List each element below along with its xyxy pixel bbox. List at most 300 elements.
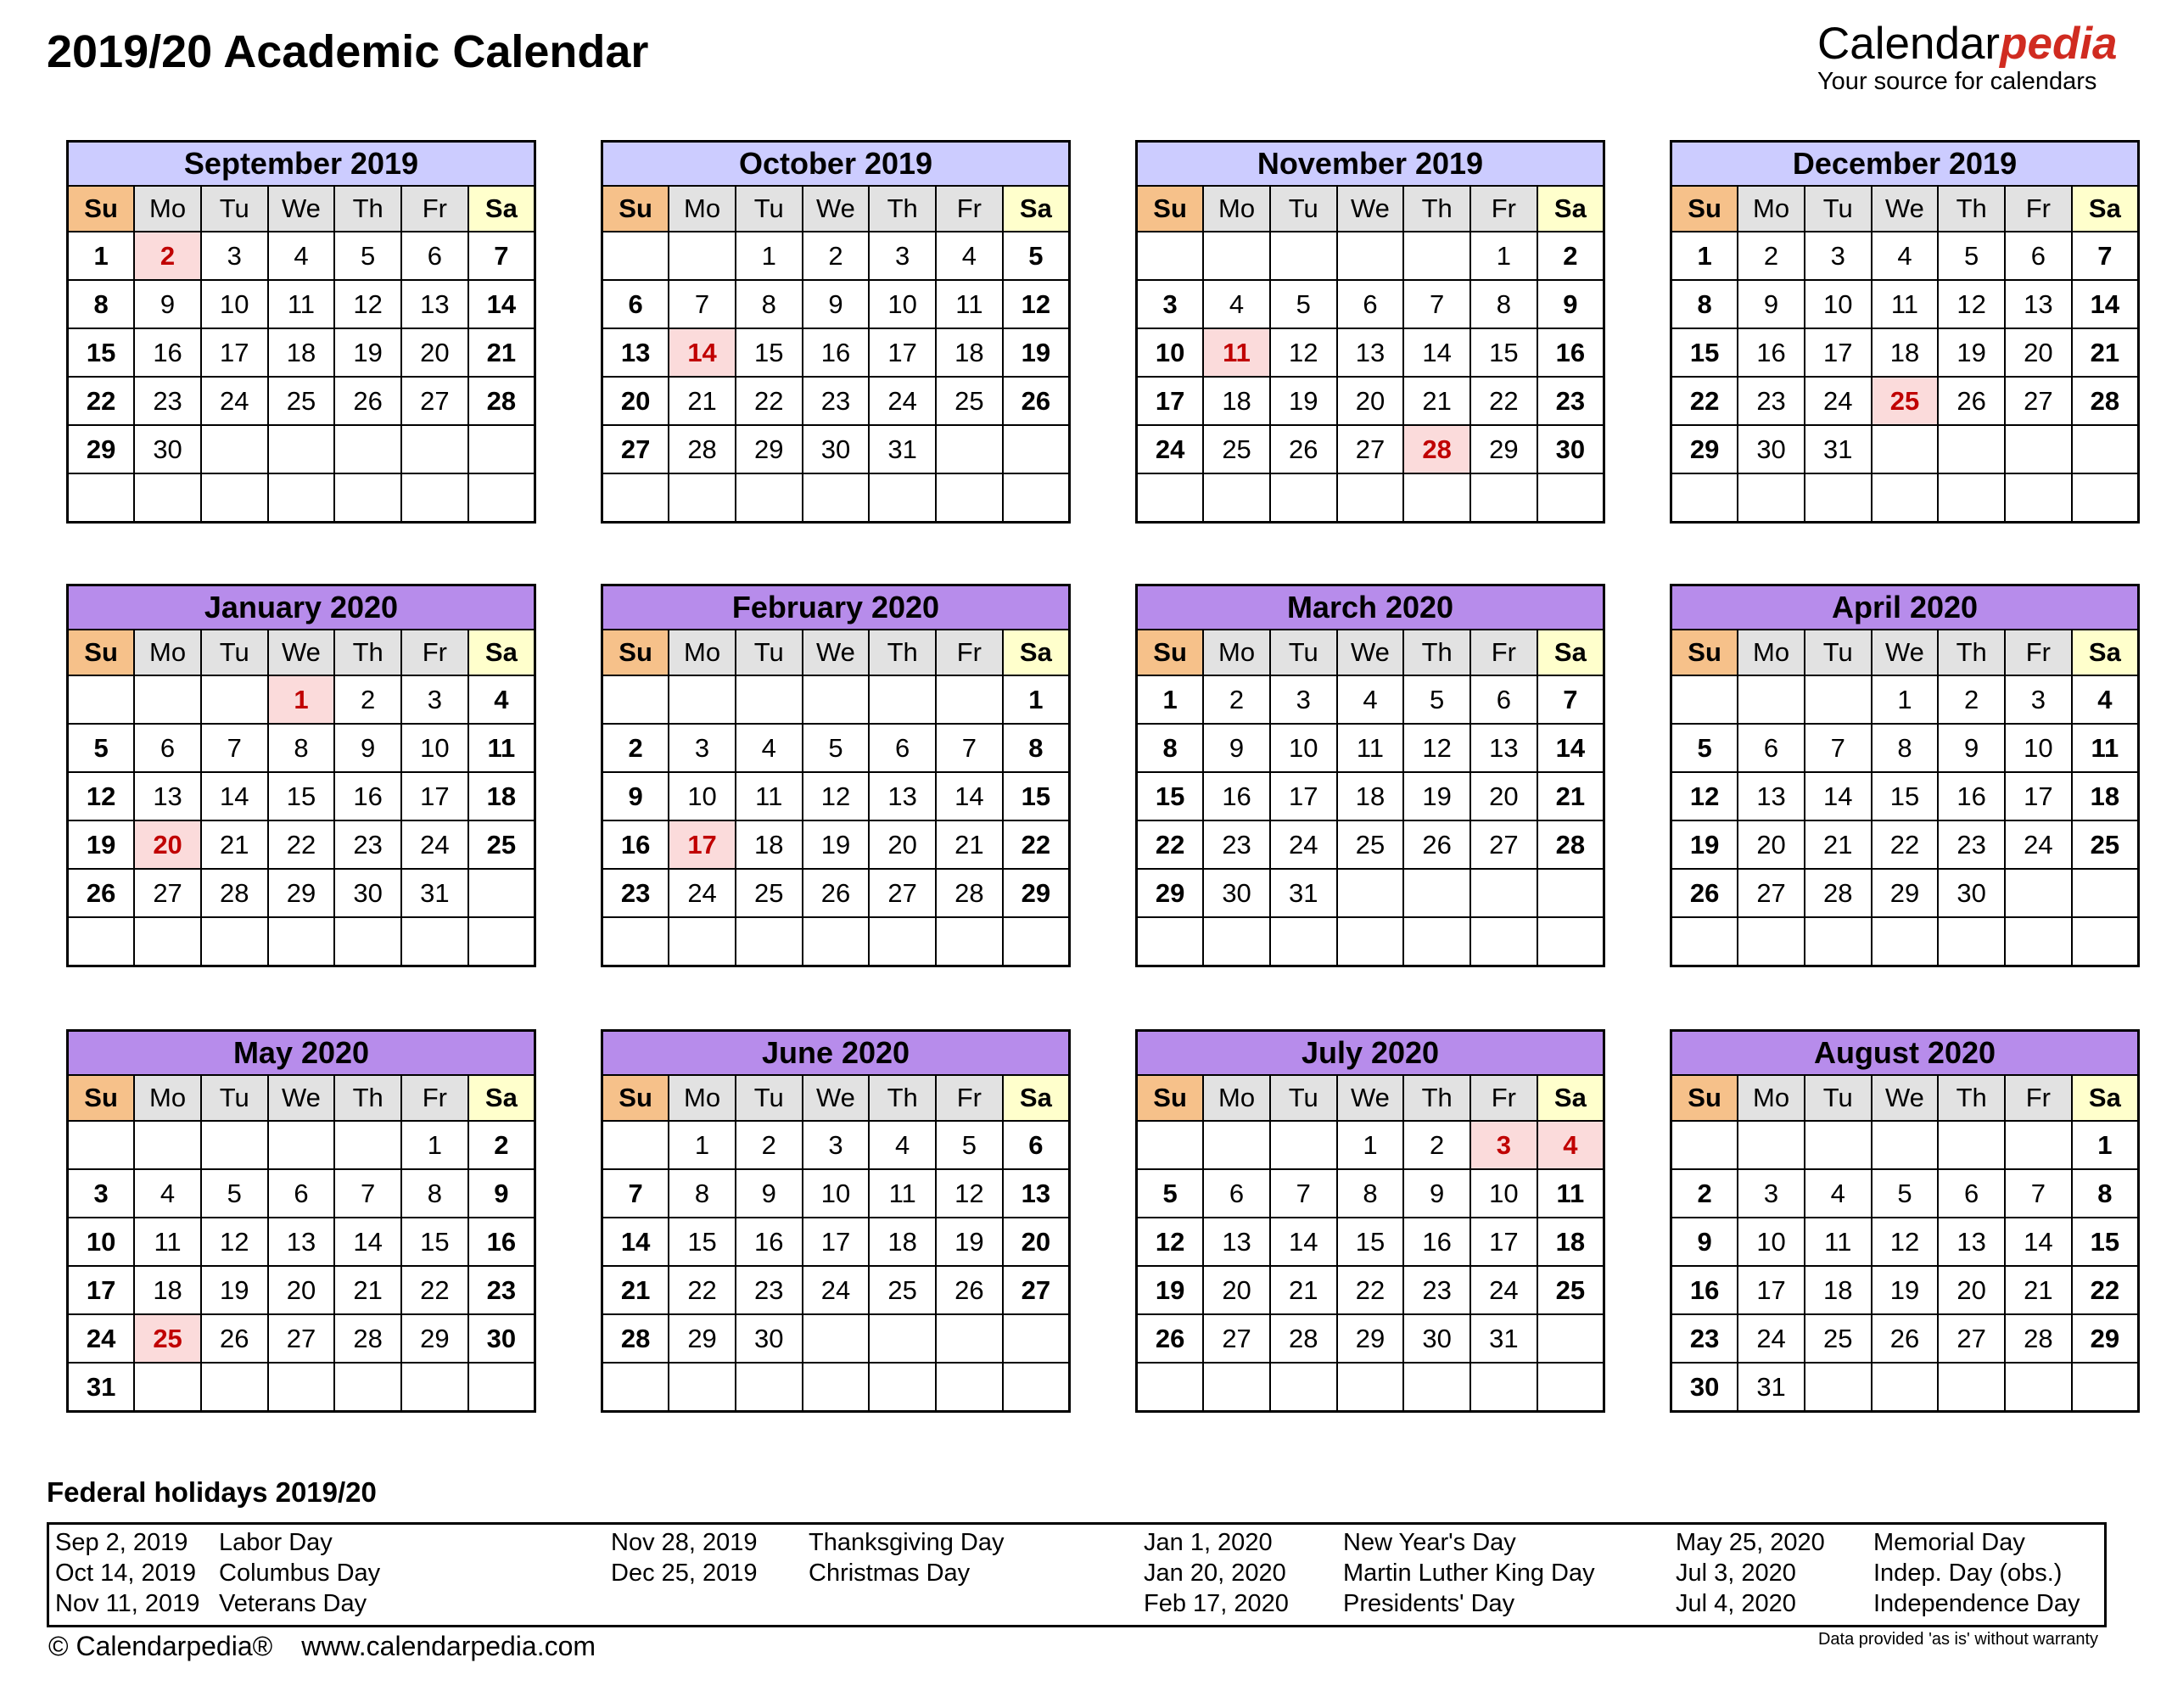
week-row xyxy=(68,425,535,473)
date-cell xyxy=(1137,1121,1204,1169)
date-cell: 2 xyxy=(1203,675,1270,724)
date-cell: 19 xyxy=(1938,328,2005,377)
date-cell xyxy=(1805,675,1872,724)
date-cell: 2 xyxy=(468,1121,535,1169)
date-cell xyxy=(869,675,936,724)
day-header-su: Su xyxy=(68,186,135,232)
date-cell: 13 xyxy=(869,772,936,820)
date-cell: 20 xyxy=(1337,377,1404,425)
date-cell xyxy=(1270,473,1337,523)
date-cell: 8 xyxy=(2072,1169,2139,1218)
date-cell: 31 xyxy=(869,425,936,473)
date-cell: 4 xyxy=(268,232,335,280)
week-row xyxy=(602,425,1070,473)
date-cell xyxy=(134,1121,201,1169)
holiday-date-cell: 25 xyxy=(1872,377,1939,425)
date-cell: 26 xyxy=(1671,869,1738,917)
date-cell: 13 xyxy=(1938,1218,2005,1266)
date-cell xyxy=(2072,473,2139,523)
date-cell: 19 xyxy=(936,1218,1003,1266)
date-cell: 4 xyxy=(2072,675,2139,724)
date-cell xyxy=(1003,473,1070,523)
date-cell: 11 xyxy=(134,1218,201,1266)
date-cell xyxy=(1738,675,1805,724)
date-cell: 24 xyxy=(803,1266,870,1314)
date-cell: 20 xyxy=(2005,328,2072,377)
week-row xyxy=(68,232,535,280)
date-cell: 27 xyxy=(268,1314,335,1363)
date-cell xyxy=(803,473,870,523)
date-cell: 26 xyxy=(1872,1314,1939,1363)
holiday-name: Columbus Day xyxy=(219,1560,381,1587)
day-header-we: We xyxy=(268,1075,335,1121)
date-cell: 24 xyxy=(68,1314,135,1363)
day-header-su: Su xyxy=(602,186,669,232)
holiday-row xyxy=(611,1529,1005,1560)
date-cell: 14 xyxy=(936,772,1003,820)
date-cell: 5 xyxy=(201,1169,268,1218)
date-cell: 23 xyxy=(1671,1314,1738,1363)
date-cell: 1 xyxy=(736,232,803,280)
week-row xyxy=(602,1121,1070,1169)
day-header-th: Th xyxy=(334,186,401,232)
date-cell: 1 xyxy=(1003,675,1070,724)
day-header-su: Su xyxy=(68,1075,135,1121)
date-cell: 23 xyxy=(1938,820,2005,869)
day-header-fr: Fr xyxy=(401,630,468,675)
week-row xyxy=(1137,1121,1604,1169)
day-header-mo: Mo xyxy=(134,186,201,232)
date-cell xyxy=(936,675,1003,724)
week-row xyxy=(68,1363,535,1412)
date-cell xyxy=(1805,473,1872,523)
date-cell: 21 xyxy=(1403,377,1470,425)
copyright-line xyxy=(48,1631,596,1662)
date-cell: 20 xyxy=(401,328,468,377)
date-cell: 19 xyxy=(1137,1266,1204,1314)
week-row xyxy=(602,724,1070,772)
date-cell xyxy=(869,473,936,523)
date-cell: 30 xyxy=(1203,869,1270,917)
date-cell: 22 xyxy=(736,377,803,425)
date-cell: 19 xyxy=(1270,377,1337,425)
date-cell: 8 xyxy=(1137,724,1204,772)
date-cell: 2 xyxy=(803,232,870,280)
date-cell: 21 xyxy=(936,820,1003,869)
date-cell: 6 xyxy=(268,1169,335,1218)
date-cell: 7 xyxy=(1805,724,1872,772)
date-cell xyxy=(1805,917,1872,966)
date-cell: 5 xyxy=(1872,1169,1939,1218)
date-cell: 6 xyxy=(401,232,468,280)
day-header-fr: Fr xyxy=(936,1075,1003,1121)
week-row xyxy=(602,1169,1070,1218)
date-cell xyxy=(1537,869,1604,917)
date-cell xyxy=(1671,675,1738,724)
date-cell xyxy=(803,675,870,724)
month-header-april-2020: April 2020 xyxy=(1671,585,2139,630)
date-cell: 15 xyxy=(268,772,335,820)
date-cell: 13 xyxy=(1470,724,1537,772)
day-header-we: We xyxy=(1872,1075,1939,1121)
date-cell xyxy=(68,675,135,724)
date-cell: 7 xyxy=(201,724,268,772)
date-cell xyxy=(1203,1363,1270,1412)
date-cell: 22 xyxy=(2072,1266,2139,1314)
date-cell: 6 xyxy=(602,280,669,328)
date-cell: 23 xyxy=(602,869,669,917)
date-cell: 23 xyxy=(1403,1266,1470,1314)
week-row xyxy=(68,1266,535,1314)
date-cell: 8 xyxy=(1003,724,1070,772)
month-header-october-2019: October 2019 xyxy=(602,142,1070,187)
date-cell: 12 xyxy=(201,1218,268,1266)
date-cell: 18 xyxy=(1872,328,1939,377)
week-row xyxy=(68,280,535,328)
day-header-fr: Fr xyxy=(936,630,1003,675)
date-cell: 23 xyxy=(1738,377,1805,425)
holiday-name: New Year's Day xyxy=(1343,1529,1516,1556)
month-header-august-2020: August 2020 xyxy=(1671,1031,2139,1076)
date-cell xyxy=(602,1121,669,1169)
month-header-january-2020: January 2020 xyxy=(68,585,535,630)
date-cell: 7 xyxy=(2005,1169,2072,1218)
date-cell: 11 xyxy=(1337,724,1404,772)
day-header-th: Th xyxy=(1403,1075,1470,1121)
date-cell: 11 xyxy=(268,280,335,328)
date-cell: 16 xyxy=(1203,772,1270,820)
date-cell xyxy=(68,473,135,523)
date-cell: 10 xyxy=(1738,1218,1805,1266)
date-cell xyxy=(2005,869,2072,917)
week-row xyxy=(1671,1218,2139,1266)
date-cell: 2 xyxy=(736,1121,803,1169)
date-cell xyxy=(869,917,936,966)
date-cell xyxy=(1671,917,1738,966)
holiday-date-cell: 20 xyxy=(134,820,201,869)
day-header-fr: Fr xyxy=(1470,186,1537,232)
holiday-name: Memorial Day xyxy=(1873,1529,2025,1556)
date-cell: 19 xyxy=(201,1266,268,1314)
date-cell xyxy=(1003,917,1070,966)
holiday-date-cell: 11 xyxy=(1203,328,1270,377)
date-cell: 1 xyxy=(669,1121,736,1169)
holiday-date: Oct 14, 2019 xyxy=(55,1560,197,1587)
week-row xyxy=(1137,473,1604,523)
date-cell: 28 xyxy=(936,869,1003,917)
date-cell xyxy=(1003,1363,1070,1412)
date-cell xyxy=(669,675,736,724)
day-header-sa: Sa xyxy=(468,630,535,675)
date-cell xyxy=(669,1363,736,1412)
holiday-date: Jul 3, 2020 xyxy=(1676,1560,1796,1587)
date-cell: 28 xyxy=(602,1314,669,1363)
day-header-tu: Tu xyxy=(201,1075,268,1121)
date-cell xyxy=(1337,473,1404,523)
date-cell: 29 xyxy=(1003,869,1070,917)
date-cell xyxy=(1203,232,1270,280)
date-cell: 13 xyxy=(1738,772,1805,820)
date-cell: 4 xyxy=(1872,232,1939,280)
date-cell: 9 xyxy=(134,280,201,328)
date-cell: 15 xyxy=(1137,772,1204,820)
date-cell: 17 xyxy=(869,328,936,377)
day-header-su: Su xyxy=(68,630,135,675)
month-calendar-july-2020 xyxy=(1135,1029,1605,1413)
date-cell: 10 xyxy=(68,1218,135,1266)
date-cell: 20 xyxy=(1203,1266,1270,1314)
date-cell: 28 xyxy=(1537,820,1604,869)
date-cell: 4 xyxy=(869,1121,936,1169)
date-cell: 19 xyxy=(1872,1266,1939,1314)
date-cell xyxy=(1470,473,1537,523)
month-header-february-2020: February 2020 xyxy=(602,585,1070,630)
date-cell xyxy=(201,473,268,523)
date-cell: 6 xyxy=(869,724,936,772)
date-cell: 23 xyxy=(1203,820,1270,869)
date-cell: 27 xyxy=(1938,1314,2005,1363)
date-cell: 3 xyxy=(2005,675,2072,724)
date-cell: 7 xyxy=(1270,1169,1337,1218)
date-cell: 28 xyxy=(201,869,268,917)
date-cell: 24 xyxy=(1738,1314,1805,1363)
date-cell: 14 xyxy=(468,280,535,328)
month-calendar-february-2020 xyxy=(601,584,1071,967)
date-cell: 3 xyxy=(803,1121,870,1169)
date-cell xyxy=(1872,473,1939,523)
holiday-date: Feb 17, 2020 xyxy=(1144,1590,1289,1617)
date-cell xyxy=(936,1363,1003,1412)
day-header-we: We xyxy=(803,186,870,232)
date-cell xyxy=(68,1121,135,1169)
date-cell xyxy=(1537,1314,1604,1363)
date-cell xyxy=(334,473,401,523)
date-cell: 26 xyxy=(803,869,870,917)
day-header-tu: Tu xyxy=(1805,186,1872,232)
date-cell: 5 xyxy=(1671,724,1738,772)
date-cell: 20 xyxy=(1938,1266,2005,1314)
date-cell xyxy=(1137,473,1204,523)
month-calendar-august-2020 xyxy=(1670,1029,2140,1413)
date-cell: 4 xyxy=(1805,1169,1872,1218)
date-cell: 11 xyxy=(869,1169,936,1218)
day-header-tu: Tu xyxy=(736,186,803,232)
date-cell: 3 xyxy=(1270,675,1337,724)
week-row xyxy=(602,772,1070,820)
date-cell xyxy=(2005,1121,2072,1169)
date-cell: 22 xyxy=(268,820,335,869)
week-row xyxy=(602,377,1070,425)
day-header-mo: Mo xyxy=(134,630,201,675)
date-cell: 20 xyxy=(1738,820,1805,869)
holiday-date: Jan 20, 2020 xyxy=(1144,1560,1286,1587)
date-cell: 30 xyxy=(134,425,201,473)
date-cell: 14 xyxy=(334,1218,401,1266)
date-cell: 26 xyxy=(1403,820,1470,869)
date-cell: 18 xyxy=(1537,1218,1604,1266)
holiday-date: Nov 28, 2019 xyxy=(611,1529,758,1556)
date-cell: 24 xyxy=(1270,820,1337,869)
month-header-november-2019: November 2019 xyxy=(1137,142,1604,187)
week-row xyxy=(1137,917,1604,966)
date-cell xyxy=(401,473,468,523)
date-cell: 31 xyxy=(1805,425,1872,473)
day-header-we: We xyxy=(268,186,335,232)
holiday-name: Presidents' Day xyxy=(1343,1590,1515,1617)
date-cell: 18 xyxy=(134,1266,201,1314)
week-row xyxy=(602,232,1070,280)
month-header-march-2020: March 2020 xyxy=(1137,585,1604,630)
week-row xyxy=(68,917,535,966)
date-cell: 6 xyxy=(2005,232,2072,280)
day-header-tu: Tu xyxy=(1270,186,1337,232)
date-cell: 3 xyxy=(401,675,468,724)
date-cell xyxy=(803,917,870,966)
holiday-row xyxy=(1676,1560,2080,1590)
date-cell xyxy=(1337,869,1404,917)
date-cell: 20 xyxy=(1470,772,1537,820)
date-cell: 22 xyxy=(1872,820,1939,869)
date-cell: 15 xyxy=(68,328,135,377)
week-row xyxy=(68,772,535,820)
website-link[interactable]: www.calendarpedia.com xyxy=(301,1631,596,1661)
date-cell: 14 xyxy=(1805,772,1872,820)
date-cell: 15 xyxy=(736,328,803,377)
day-header-we: We xyxy=(1337,186,1404,232)
date-cell xyxy=(2005,1363,2072,1412)
federal-holidays-heading: Federal holidays 2019/20 xyxy=(47,1476,377,1508)
date-cell: 8 xyxy=(1671,280,1738,328)
date-cell xyxy=(468,869,535,917)
month-calendar-november-2019 xyxy=(1135,140,1605,524)
date-cell: 10 xyxy=(1137,328,1204,377)
week-row xyxy=(602,675,1070,724)
calendarpedia-logo[interactable] xyxy=(1817,20,2118,94)
date-cell xyxy=(1270,232,1337,280)
date-cell: 4 xyxy=(736,724,803,772)
day-header-we: We xyxy=(1337,630,1404,675)
week-row xyxy=(1137,869,1604,917)
holiday-name: Labor Day xyxy=(219,1529,333,1556)
date-cell: 5 xyxy=(1938,232,2005,280)
date-cell: 15 xyxy=(2072,1218,2139,1266)
date-cell: 3 xyxy=(68,1169,135,1218)
date-cell: 8 xyxy=(1470,280,1537,328)
day-header-sa: Sa xyxy=(2072,186,2139,232)
day-header-mo: Mo xyxy=(1203,630,1270,675)
week-row xyxy=(602,869,1070,917)
date-cell: 27 xyxy=(1203,1314,1270,1363)
holiday-date: Sep 2, 2019 xyxy=(55,1529,188,1556)
day-header-fr: Fr xyxy=(2005,630,2072,675)
date-cell xyxy=(2072,425,2139,473)
week-row xyxy=(1137,328,1604,377)
date-cell: 13 xyxy=(2005,280,2072,328)
date-cell xyxy=(2072,917,2139,966)
date-cell: 27 xyxy=(1470,820,1537,869)
day-header-mo: Mo xyxy=(1203,1075,1270,1121)
day-header-th: Th xyxy=(1403,630,1470,675)
date-cell: 4 xyxy=(1337,675,1404,724)
date-cell xyxy=(1537,1363,1604,1412)
week-row xyxy=(68,675,535,724)
holiday-date-cell: 2 xyxy=(134,232,201,280)
date-cell: 18 xyxy=(1805,1266,1872,1314)
date-cell: 3 xyxy=(1805,232,1872,280)
date-cell: 14 xyxy=(602,1218,669,1266)
date-cell: 1 xyxy=(1137,675,1204,724)
week-row xyxy=(68,1218,535,1266)
logo-text-red: pedia xyxy=(2000,19,2118,69)
month-calendar-december-2019 xyxy=(1670,140,2140,524)
date-cell: 10 xyxy=(669,772,736,820)
week-row xyxy=(602,1218,1070,1266)
date-cell xyxy=(334,425,401,473)
day-header-mo: Mo xyxy=(1738,630,1805,675)
month-header-december-2019: December 2019 xyxy=(1671,142,2139,187)
date-cell xyxy=(936,917,1003,966)
date-cell: 25 xyxy=(1537,1266,1604,1314)
holiday-row xyxy=(55,1529,380,1560)
date-cell: 1 xyxy=(1337,1121,1404,1169)
date-cell xyxy=(936,1314,1003,1363)
holiday-name: Indep. Day (obs.) xyxy=(1873,1560,2063,1587)
date-cell: 17 xyxy=(803,1218,870,1266)
holiday-row xyxy=(1676,1590,2080,1621)
holiday-name: Independence Day xyxy=(1873,1590,2080,1617)
date-cell: 20 xyxy=(1003,1218,1070,1266)
date-cell: 2 xyxy=(1938,675,2005,724)
day-header-mo: Mo xyxy=(1203,186,1270,232)
date-cell xyxy=(1403,917,1470,966)
day-header-su: Su xyxy=(1671,1075,1738,1121)
week-row xyxy=(1671,772,2139,820)
date-cell: 19 xyxy=(334,328,401,377)
date-cell: 16 xyxy=(736,1218,803,1266)
date-cell: 26 xyxy=(334,377,401,425)
logo-tagline: Your source for calendars xyxy=(1817,67,2097,95)
date-cell xyxy=(334,917,401,966)
date-cell xyxy=(736,473,803,523)
date-cell: 9 xyxy=(1403,1169,1470,1218)
date-cell: 21 xyxy=(602,1266,669,1314)
date-cell: 12 xyxy=(1938,280,2005,328)
date-cell: 31 xyxy=(401,869,468,917)
date-cell xyxy=(1938,1121,2005,1169)
day-header-th: Th xyxy=(1403,186,1470,232)
date-cell: 12 xyxy=(936,1169,1003,1218)
date-cell: 5 xyxy=(68,724,135,772)
date-cell xyxy=(268,917,335,966)
date-cell: 15 xyxy=(1003,772,1070,820)
date-cell xyxy=(134,917,201,966)
date-cell: 30 xyxy=(1738,425,1805,473)
week-row xyxy=(1671,473,2139,523)
date-cell: 8 xyxy=(736,280,803,328)
date-cell: 19 xyxy=(803,820,870,869)
date-cell: 10 xyxy=(1470,1169,1537,1218)
date-cell: 23 xyxy=(334,820,401,869)
date-cell: 13 xyxy=(602,328,669,377)
week-row xyxy=(602,473,1070,523)
holiday-date-cell: 28 xyxy=(1403,425,1470,473)
holiday-date: Dec 25, 2019 xyxy=(611,1560,758,1587)
date-cell xyxy=(401,917,468,966)
day-header-mo: Mo xyxy=(669,630,736,675)
day-header-sa: Sa xyxy=(1003,186,1070,232)
day-header-sa: Sa xyxy=(468,186,535,232)
date-cell: 11 xyxy=(468,724,535,772)
